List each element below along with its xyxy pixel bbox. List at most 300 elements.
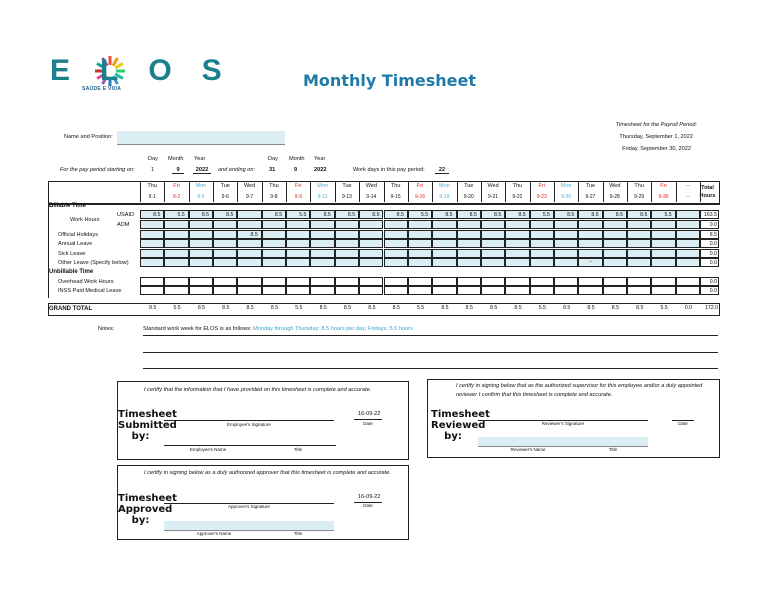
- row-official-holidays-cell[interactable]: [140, 230, 164, 239]
- day-date: --: [686, 194, 690, 200]
- row-adm-cell[interactable]: [408, 220, 432, 229]
- row-adm-cell[interactable]: [359, 220, 383, 229]
- row-official-holidays-cell[interactable]: [481, 230, 505, 239]
- row-sick-leave-cell[interactable]: [359, 249, 383, 258]
- start-day[interactable]: 1: [151, 167, 155, 173]
- row-adm-cell[interactable]: [651, 220, 675, 229]
- grand-total-cell: 5.5: [538, 305, 546, 311]
- row-usaid-cell[interactable]: 8.5: [627, 210, 651, 219]
- row-inss-cell[interactable]: [310, 286, 334, 295]
- row-overhead-cell[interactable]: [578, 277, 602, 286]
- row-inss-cell[interactable]: [408, 286, 432, 295]
- row-other-leave-cell[interactable]: [408, 258, 432, 267]
- row-annual-leave-cell[interactable]: [554, 239, 578, 248]
- row-annual-leave-cell[interactable]: [237, 239, 261, 248]
- row-adm-cell[interactable]: [237, 220, 261, 229]
- row-sick-leave-cell[interactable]: [505, 249, 529, 258]
- elos-logo: [50, 52, 252, 97]
- row-usaid-cell[interactable]: 5.5: [408, 210, 432, 219]
- grand-total-cell: 8.5: [368, 305, 376, 311]
- row-sick-leave-cell[interactable]: [432, 249, 456, 258]
- row-adm-cell[interactable]: [505, 220, 529, 229]
- grand-total-cell: 8.5: [343, 305, 352, 311]
- row-inss-cell[interactable]: [505, 286, 529, 295]
- start-month[interactable]: 9: [172, 167, 184, 174]
- row-usaid-cell[interactable]: 8.5: [310, 210, 334, 219]
- row-sick-leave-cell[interactable]: [286, 249, 310, 258]
- row-overhead-cell[interactable]: [530, 277, 554, 286]
- row-other-leave-cell[interactable]: [432, 258, 456, 267]
- payroll-period-label: Timesheet for the Payroll Period:: [615, 122, 697, 128]
- name-position-field[interactable]: [117, 131, 285, 145]
- day-date: 9-5: [197, 194, 205, 200]
- approved-certify: I certify in signing below as a duly authorized approver that this timesheet is complete and accurate.: [144, 470, 391, 476]
- row-official-holidays-cell[interactable]: [676, 230, 700, 239]
- row-annual-leave-cell[interactable]: [213, 239, 237, 248]
- submitted-signature-line[interactable]: [164, 420, 334, 421]
- row-other-leave-cell[interactable]: [335, 258, 359, 267]
- day-date: 9-16: [415, 194, 426, 200]
- row-sick-leave-cell[interactable]: [237, 249, 261, 258]
- row-sick-leave-cell[interactable]: [481, 249, 505, 258]
- row-usaid-cell[interactable]: 8.5: [335, 210, 359, 219]
- submitted-certify: I certify that the information that I have provided on this timesheet is complete and accurate.: [144, 387, 372, 393]
- row-usaid-cell[interactable]: 8.5: [140, 210, 164, 219]
- row-overhead-cell[interactable]: [457, 277, 481, 286]
- row-other-leave-cell[interactable]: [310, 258, 334, 267]
- row-overhead-cell[interactable]: [505, 277, 529, 286]
- row-other-leave-cell[interactable]: [554, 258, 578, 267]
- row-usaid-cell[interactable]: 8.5: [432, 210, 456, 219]
- row-adm-cell[interactable]: [262, 220, 286, 229]
- day-date: 9-29: [634, 194, 645, 200]
- row-annual-leave-cell[interactable]: [164, 239, 188, 248]
- row-sick-leave-cell[interactable]: [578, 249, 602, 258]
- row-official-holidays-cell[interactable]: [505, 230, 529, 239]
- row-official-holidays-cell[interactable]: 8.5: [237, 230, 261, 239]
- row-sick-leave-cell[interactable]: [554, 249, 578, 258]
- row-other-leave-total: 0.0: [700, 258, 719, 267]
- row-adm-cell[interactable]: [676, 220, 700, 229]
- row-annual-leave-cell[interactable]: [676, 239, 700, 248]
- total-header: [695, 184, 720, 200]
- row-official-holidays-cell[interactable]: [578, 230, 602, 239]
- row-adm-cell[interactable]: [481, 220, 505, 229]
- row-usaid-cell[interactable]: 8.5: [457, 210, 481, 219]
- row-annual-leave-cell[interactable]: [262, 239, 286, 248]
- row-annual-leave-cell[interactable]: [578, 239, 602, 248]
- row-usaid-cell[interactable]: 8.5: [213, 210, 237, 219]
- row-annual-leave-cell[interactable]: [140, 239, 164, 248]
- row-annual-leave-cell[interactable]: [627, 239, 651, 248]
- approved-box: [117, 465, 409, 540]
- row-official-holidays-cell[interactable]: [651, 230, 675, 239]
- submitted-title: [118, 409, 177, 442]
- grand-total-cell: 8.5: [270, 305, 279, 311]
- grand-total-label: GRAND TOTAL: [49, 306, 93, 312]
- row-usaid-cell[interactable]: [237, 210, 261, 219]
- day-date: 9-15: [390, 194, 401, 200]
- row-official-holidays-cell[interactable]: [408, 230, 432, 239]
- day-name: Wed: [365, 183, 377, 189]
- row-annual-leave-cell[interactable]: [457, 239, 481, 248]
- row-overhead-cell[interactable]: [627, 277, 651, 286]
- reviewed-box: [427, 379, 720, 458]
- row-inss-cell[interactable]: [335, 286, 359, 295]
- row-overhead-cell[interactable]: [237, 277, 261, 286]
- row-sick-leave-cell[interactable]: [530, 249, 554, 258]
- row-inss-cell[interactable]: [164, 286, 188, 295]
- name-position-label: Name and Position:: [64, 134, 113, 140]
- grand-total-cell: 8.5: [392, 305, 400, 311]
- row-overhead-cell[interactable]: [262, 277, 286, 286]
- row-other-leave-cell[interactable]: [651, 258, 675, 267]
- row-sick-leave-cell[interactable]: [310, 249, 334, 258]
- row-overhead-cell[interactable]: [286, 277, 310, 286]
- row-annual-leave-cell[interactable]: [335, 239, 359, 248]
- grand-total-cell: 8.5: [611, 305, 619, 311]
- row-usaid-cell[interactable]: 8.5: [578, 210, 602, 219]
- inss-label: INSS Paid Medical Leave: [58, 288, 122, 294]
- approved-title-3: by:: [131, 515, 150, 526]
- official-holidays-label: Official Holidays: [58, 232, 99, 238]
- row-other-leave-cell[interactable]: [505, 258, 529, 267]
- row-inss-cell[interactable]: [676, 286, 700, 295]
- row-official-holidays-cell[interactable]: [359, 230, 383, 239]
- day-date: 9-20: [463, 194, 474, 200]
- page-title: Monthly Timesheet: [303, 71, 477, 90]
- col-day-label-end: Day: [268, 156, 278, 162]
- row-official-holidays-cell[interactable]: [432, 230, 456, 239]
- row-annual-leave-cell[interactable]: [651, 239, 675, 248]
- day-date: 9-26: [561, 194, 572, 200]
- row-sick-leave-cell[interactable]: [457, 249, 481, 258]
- row-other-leave-cell[interactable]: [359, 258, 383, 267]
- day-date: 9-28: [609, 194, 620, 200]
- day-date: 9-2: [172, 194, 181, 200]
- row-sick-leave-cell[interactable]: [164, 249, 188, 258]
- day-name: Mon: [439, 183, 450, 189]
- col-year-label-end: Year: [314, 156, 326, 162]
- row-inss-cell[interactable]: [651, 286, 675, 295]
- row-overhead-cell[interactable]: [189, 277, 213, 286]
- row-overhead-cell[interactable]: [335, 277, 359, 286]
- end-month[interactable]: 9: [294, 167, 298, 173]
- row-usaid-cell[interactable]: 8.5: [481, 210, 505, 219]
- row-inss-cell[interactable]: [578, 286, 602, 295]
- grand-total-cell: 5.5: [295, 305, 303, 311]
- workdays-label: Work days in this pay period:: [353, 167, 425, 173]
- row-annual-leave-cell[interactable]: [384, 239, 408, 248]
- row-official-holidays-cell[interactable]: [164, 230, 188, 239]
- approved-date-caption: Date: [363, 503, 373, 508]
- row-overhead-cell[interactable]: [310, 277, 334, 286]
- col-day-label: Day: [148, 156, 158, 162]
- row-adm-cell[interactable]: [384, 220, 408, 229]
- row-other-leave-cell[interactable]: [286, 258, 310, 267]
- row-official-holidays-cell[interactable]: [384, 230, 408, 239]
- row-overhead-cell[interactable]: [603, 277, 627, 286]
- day-date: 9-12: [317, 194, 328, 200]
- row-official-holidays-cell[interactable]: [554, 230, 578, 239]
- row-usaid-cell[interactable]: 8.5: [384, 210, 408, 219]
- row-inss-cell[interactable]: [237, 286, 261, 295]
- row-other-leave-cell[interactable]: [481, 258, 505, 267]
- row-adm-cell[interactable]: [457, 220, 481, 229]
- row-other-leave-cell[interactable]: [189, 258, 213, 267]
- row-official-holidays-cell[interactable]: [530, 230, 554, 239]
- grand-total-cell: 8.5: [514, 305, 522, 311]
- day-name: --: [686, 183, 690, 189]
- other-leave-mark: -: [589, 259, 592, 265]
- row-adm-cell[interactable]: [432, 220, 456, 229]
- day-date: 9-21: [488, 194, 499, 200]
- row-inss-cell[interactable]: [554, 286, 578, 295]
- payroll-end: Friday, September 30, 2022: [622, 146, 691, 152]
- day-date: 9-13: [341, 194, 352, 200]
- row-adm-cell[interactable]: [603, 220, 627, 229]
- day-name: Thu: [269, 183, 279, 189]
- section-unbillable: Unbillable Time: [49, 269, 94, 275]
- row-annual-leave-cell[interactable]: [432, 239, 456, 248]
- day-name: Tue: [342, 183, 352, 189]
- day-name: Fri: [660, 183, 667, 189]
- day-name: Mon: [195, 183, 207, 189]
- row-other-leave-cell[interactable]: [530, 258, 554, 267]
- reviewed-certify: I certify in signing below that as the authorized supervisor for this employee and/or a duly appointed reviewer I confirm that this timesheet is complete and accurate.: [456, 383, 703, 398]
- notes-highlight: Monday through Thursday: 8.5 hours per day; Fridays: 5.5 hours: [253, 326, 413, 332]
- row-overhead-total: 0.0: [700, 277, 719, 286]
- reviewed-title: [431, 409, 490, 442]
- row-annual-leave-cell[interactable]: [603, 239, 627, 248]
- row-other-leave-cell[interactable]: [457, 258, 481, 267]
- row-official-holidays-cell[interactable]: [262, 230, 286, 239]
- submitted-name-caption: Employee's Name: [189, 447, 227, 452]
- row-sick-leave-cell[interactable]: [262, 249, 286, 258]
- day-name: Thu: [634, 183, 644, 189]
- total-header-line1: Total: [701, 185, 714, 191]
- row-inss-cell[interactable]: [481, 286, 505, 295]
- row-usaid-total: 163.5: [700, 210, 719, 219]
- row-overhead-cell[interactable]: [408, 277, 432, 286]
- row-annual-leave-cell[interactable]: [286, 239, 310, 248]
- day-name: Fri: [538, 183, 545, 189]
- row-inss-cell[interactable]: [262, 286, 286, 295]
- row-other-leave-cell[interactable]: [676, 258, 700, 267]
- day-name: Tue: [464, 183, 474, 189]
- reviewed-name-field[interactable]: [478, 437, 648, 447]
- row-sick-leave-total: 0.0: [700, 249, 719, 258]
- row-usaid-cell[interactable]: 5.5: [286, 210, 310, 219]
- row-adm-cell[interactable]: [578, 220, 602, 229]
- usaid-label: USAID: [117, 212, 135, 218]
- row-adm-cell[interactable]: [627, 220, 651, 229]
- row-overhead-cell[interactable]: [676, 277, 700, 286]
- row-adm-cell[interactable]: [140, 220, 164, 229]
- approved-title-2: Approved: [118, 504, 173, 515]
- row-usaid-cell[interactable]: 5.5: [164, 210, 188, 219]
- grand-total-cell: 8.5: [441, 305, 449, 311]
- sick-leave-label: Sick Leave: [58, 251, 86, 257]
- day-name: Wed: [487, 183, 499, 189]
- row-adm-cell[interactable]: [213, 220, 237, 229]
- row-overhead-cell[interactable]: [359, 277, 383, 286]
- row-inss-cell[interactable]: [384, 286, 408, 295]
- day-name: Mon: [560, 183, 572, 189]
- row-usaid-cell[interactable]: 5.5: [530, 210, 554, 219]
- row-sick-leave-cell[interactable]: [213, 249, 237, 258]
- row-inss-cell[interactable]: [189, 286, 213, 295]
- row-annual-leave-cell[interactable]: [481, 239, 505, 248]
- col-month-label-end: Month: [289, 156, 305, 162]
- row-inss-cell[interactable]: [627, 286, 651, 295]
- grand-total-cell: 8.5: [465, 305, 473, 311]
- row-other-leave-cell[interactable]: [627, 258, 651, 267]
- row-usaid-cell[interactable]: 8.5: [554, 210, 578, 219]
- row-annual-leave-cell[interactable]: [310, 239, 334, 248]
- row-other-leave-cell[interactable]: [213, 258, 237, 267]
- row-other-leave-cell[interactable]: [603, 258, 627, 267]
- row-inss-total: 0.0: [700, 286, 719, 295]
- row-official-holidays-cell[interactable]: [627, 230, 651, 239]
- row-sick-leave-cell[interactable]: [676, 249, 700, 258]
- row-official-holidays-cell[interactable]: [310, 230, 334, 239]
- grand-total-cell: 8.5: [490, 305, 498, 311]
- timesheet-grid: [48, 181, 720, 316]
- row-adm-cell[interactable]: [335, 220, 359, 229]
- grand-total-cell: 5.5: [173, 305, 181, 311]
- day-date: 9-1: [148, 194, 156, 200]
- row-other-leave-cell[interactable]: [384, 258, 408, 267]
- row-sick-leave-cell[interactable]: [189, 249, 213, 258]
- approved-title-caption: Title: [293, 531, 303, 536]
- row-annual-leave-cell[interactable]: [359, 239, 383, 248]
- row-overhead-cell[interactable]: [164, 277, 188, 286]
- row-sick-leave-cell[interactable]: [140, 249, 164, 258]
- row-usaid-cell[interactable]: [676, 210, 700, 219]
- row-overhead-cell[interactable]: [554, 277, 578, 286]
- submitted-title-2: Submitted: [118, 420, 177, 431]
- submitted-title-caption: Title: [293, 447, 303, 452]
- row-official-holidays-cell[interactable]: [213, 230, 237, 239]
- row-usaid-cell[interactable]: 8.5: [603, 210, 627, 219]
- row-sick-leave-cell[interactable]: [627, 249, 651, 258]
- row-official-holidays-cell[interactable]: [457, 230, 481, 239]
- reviewed-title-3: by:: [444, 431, 462, 442]
- approved-name-field[interactable]: [164, 521, 334, 531]
- row-official-holidays-total: 8.5: [700, 230, 719, 239]
- row-official-holidays-cell[interactable]: [189, 230, 213, 239]
- row-usaid-cell[interactable]: 8.5: [262, 210, 286, 219]
- end-day[interactable]: 31: [269, 167, 276, 173]
- submitted-title-1: Timesheet: [118, 409, 177, 420]
- start-year[interactable]: 2022: [193, 167, 211, 174]
- day-name: Tue: [585, 183, 596, 189]
- row-adm-cell[interactable]: [164, 220, 188, 229]
- row-inss-cell[interactable]: [286, 286, 310, 295]
- row-overhead-cell[interactable]: [384, 277, 408, 286]
- row-adm-cell[interactable]: [286, 220, 310, 229]
- day-date: 9-27: [585, 194, 596, 200]
- row-sick-leave-cell[interactable]: [384, 249, 408, 258]
- row-usaid-cell[interactable]: 8.5: [505, 210, 529, 219]
- row-inss-cell[interactable]: [457, 286, 481, 295]
- submitted-signature-caption: Employee's Signature: [227, 422, 271, 427]
- row-sick-leave-cell[interactable]: [408, 249, 432, 258]
- end-year[interactable]: 2022: [314, 167, 327, 173]
- row-overhead-cell[interactable]: [213, 277, 237, 286]
- row-inss-cell[interactable]: [213, 286, 237, 295]
- row-usaid-cell[interactable]: 5.5: [651, 210, 675, 219]
- row-annual-leave-cell[interactable]: [530, 239, 554, 248]
- row-inss-cell[interactable]: [603, 286, 627, 295]
- day-date: 9-8: [270, 194, 278, 200]
- row-annual-leave-cell[interactable]: [189, 239, 213, 248]
- row-overhead-cell[interactable]: [651, 277, 675, 286]
- day-date: 9-14: [366, 194, 377, 200]
- notes-line-3: [143, 368, 718, 369]
- submitted-name-line[interactable]: [164, 445, 336, 446]
- reviewed-name-caption: Reviewer's Name: [510, 447, 546, 452]
- grand-total-cell: 5.5: [416, 305, 425, 311]
- row-adm-cell[interactable]: [310, 220, 334, 229]
- grand-total-cell: 8.5: [587, 305, 595, 311]
- row-other-leave-cell[interactable]: [237, 258, 261, 267]
- row-official-holidays-cell[interactable]: [286, 230, 310, 239]
- row-usaid-cell[interactable]: 8.5: [189, 210, 213, 219]
- row-adm-cell[interactable]: [554, 220, 578, 229]
- row-overhead-cell[interactable]: [481, 277, 505, 286]
- row-inss-cell[interactable]: [432, 286, 456, 295]
- row-inss-cell[interactable]: [359, 286, 383, 295]
- adm-label: ADM: [117, 222, 130, 228]
- row-other-leave-cell[interactable]: [262, 258, 286, 267]
- row-other-leave-cell[interactable]: [164, 258, 188, 267]
- submitted-date-caption: Date: [363, 421, 373, 426]
- row-sick-leave-cell[interactable]: [651, 249, 675, 258]
- grand-total-box: [48, 303, 720, 316]
- row-other-leave-cell[interactable]: [140, 258, 164, 267]
- row-adm-cell[interactable]: [530, 220, 554, 229]
- submitted-date-line: [354, 419, 382, 420]
- row-overhead-cell[interactable]: [432, 277, 456, 286]
- row-annual-leave-cell[interactable]: [408, 239, 432, 248]
- row-official-holidays-cell[interactable]: [603, 230, 627, 239]
- work-hours-label: Work Hours: [70, 217, 100, 223]
- row-sick-leave-cell[interactable]: [603, 249, 627, 258]
- row-usaid-cell[interactable]: 8.5: [359, 210, 383, 219]
- row-inss-cell[interactable]: [530, 286, 554, 295]
- logo-text: ELOS: [50, 54, 252, 87]
- row-sick-leave-cell[interactable]: [335, 249, 359, 258]
- notes-prefix: Standard work week for ELOS is as follows:: [143, 326, 254, 332]
- notes-line-1: [143, 335, 718, 336]
- row-annual-leave-total: 0.0: [700, 239, 719, 248]
- notes-label: Notes:: [98, 326, 115, 332]
- row-inss-cell[interactable]: [140, 286, 164, 295]
- row-annual-leave-cell[interactable]: [505, 239, 529, 248]
- row-official-holidays-cell[interactable]: [335, 230, 359, 239]
- reviewed-title-2: Reviewed: [431, 420, 486, 431]
- reviewed-signature-caption: Reviewer's Signature: [541, 421, 585, 426]
- reviewed-title-1: Timesheet: [431, 409, 490, 420]
- day-name: Wed: [609, 183, 621, 189]
- row-adm-cell[interactable]: [189, 220, 213, 229]
- reviewed-title-caption: Title: [608, 447, 618, 452]
- row-overhead-cell[interactable]: [140, 277, 164, 286]
- reviewed-date-caption: Date: [678, 421, 688, 426]
- other-leave-label: Other Leave (Specify below): [58, 260, 129, 266]
